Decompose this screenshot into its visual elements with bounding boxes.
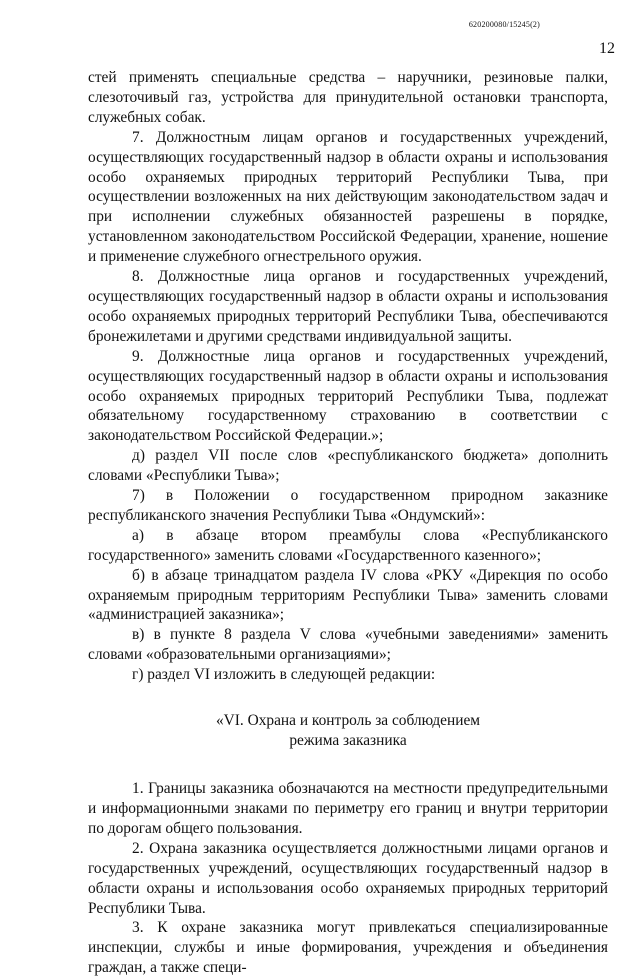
paragraph-item-8: 8. Должностные лица органов и государственных учреждений, осуществляющих государственный надзор в области охраны и использования особо охраняемых природных территорий Республики Тыва, обеспечиваются бронежилетами и другими средствами индивидуальной защиты.: [88, 268, 608, 345]
paragraph-subitem-b: б) в абзаце тринадцатом раздела IV слова «РКУ «Дирекция по особо охраняемым природным территориям Республики Тыва» заменить словами «администрацией заказника»;: [88, 566, 608, 624]
paragraph-item-9: 9. Должностные лица органов и государственных учреждений, осуществляющих государственный надзор в области охраны и использования особо охраняемых природных территорий Республики Тыва, подлежат обязательному государственному страхованию в соответствии с законодательством Российской Федерации.»;: [88, 347, 608, 445]
section-title-line-2: режима заказника: [289, 732, 407, 750]
paragraph-subitem-a: а) в абзаце втором преамбулы слова «Республиканского государственного» заменить словами «Государственного казенного»;: [88, 526, 608, 564]
section-title-line-1: «VI. Охрана и контроль за соблюдением: [215, 712, 481, 730]
paragraph-subitem-g: г) раздел VI изложить в следующей редакции:: [132, 666, 436, 684]
document-number: 620200080/15245(2): [468, 20, 540, 29]
paragraph-subitem-d: д) раздел VII после слов «республиканского бюджета» дополнить словами «Республики Тыва»;: [88, 447, 608, 485]
paragraph-item-7-ondum: 7) в Положении о государственном природном заказнике республиканского значения Республики Тыва «Ондумский»:: [88, 487, 608, 524]
paragraph-section-1: 1. Границы заказника обозначаются на местности предупредительными и информационными знаками по периметру его границ и внутри территории по дорогам общего пользования.: [88, 780, 608, 837]
paragraph-section-2: 2. Охрана заказника осуществляется должностными лицами органов и государственных учреждений, осуществляющих государственный надзор в области охраны и использования особо охраняемых природных территорий Республики Тыва.: [88, 839, 608, 917]
page-number: 12: [599, 40, 615, 57]
section-title: [88, 711, 608, 751]
document-body: [88, 68, 608, 978]
paragraph-continuation: стей применять специальные средства – наручники, резиновые палки, слезоточивый газ, устройства для принудительной остановки транспорта, служебных собак.: [88, 69, 608, 126]
paragraph-item-7: 7. Должностным лицам органов и государственных учреждений, осуществляющих государственный надзор в области охраны и использования особо охраняемых природных территорий Республики Тыва, при осуществлении возложенных на них действующим законодательством задач и при исполнении служебных обязанностей разрешены в порядке, установленном законодательством Российской Федерации, хранение, ношение и применение служебного огнестрельного оружия.: [88, 128, 608, 266]
paragraph-subitem-v: в) в пункте 8 раздела V слова «учебными заведениями» заменить словами «образовательными организациями»;: [88, 626, 608, 664]
paragraph-section-3: 3. К охране заказника могут привлекаться специализированные инспекции, службы и иные формирования, учреждения и объединения граждан, а также специ-: [88, 919, 608, 977]
